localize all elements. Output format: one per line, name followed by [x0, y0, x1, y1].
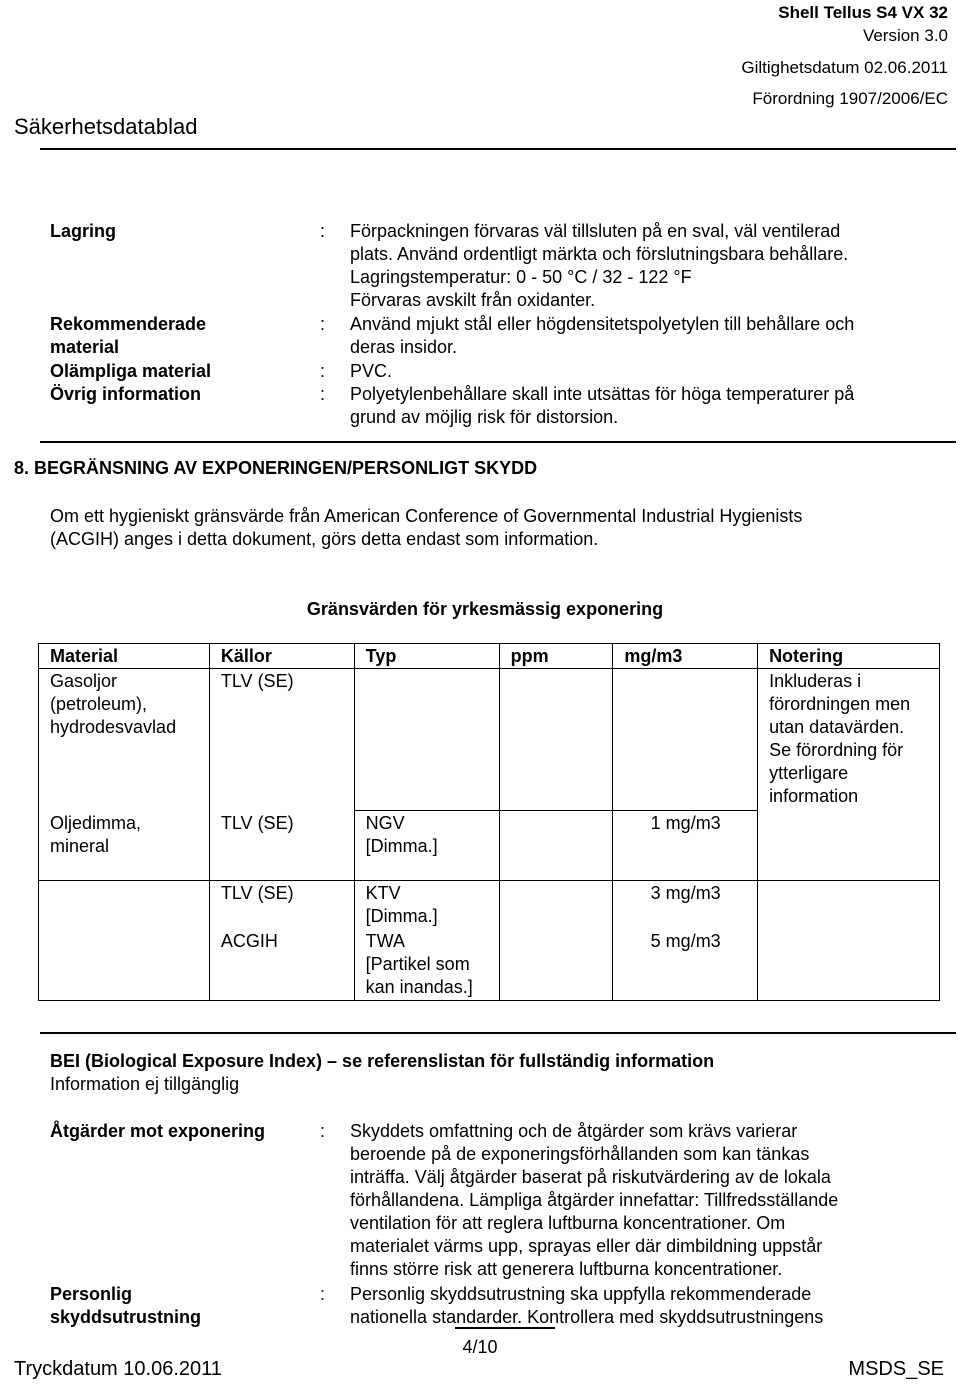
cell-line: 1 mg/m3 — [650, 813, 721, 833]
cell-material — [39, 669, 210, 811]
cell-line: [Dimma.] — [365, 906, 438, 926]
cell-mg — [613, 929, 758, 1001]
cell-line: hydrodesvavlad — [50, 717, 177, 737]
bei-heading: BEI (Biological Exposure Index) – se referenslistan för fullständig information — [50, 1051, 715, 1071]
cell-line: TLV (SE) — [220, 883, 294, 903]
column-header-type: Typ — [354, 644, 499, 669]
limits-table-title: Gränsvärden för yrkesmässig exponering — [306, 599, 664, 619]
product-name: Shell Tellus S4 VX 32 — [778, 3, 948, 22]
page-number: 4/10 — [462, 1337, 498, 1357]
lagring-label: Lagring — [50, 221, 116, 241]
cell-note — [758, 811, 940, 881]
cell-ppm — [499, 669, 613, 811]
cell-type — [354, 929, 499, 1001]
header-divider — [40, 148, 956, 150]
document-title: Säkerhetsdatablad — [14, 114, 198, 139]
text-line: deras insidor. — [350, 337, 458, 357]
cell-line: TLV (SE) — [220, 812, 294, 833]
text-line: Använd mjukt stål eller högdensitetspolyetylen till behållare och — [350, 314, 855, 334]
cell-line: Oljedimma, — [50, 812, 142, 833]
text-line: förhållandena. Lämpliga åtgärder innefattar: Tillfredsställande — [350, 1190, 839, 1210]
label-line: Rekommenderade — [50, 314, 207, 334]
text-line: (ACGIH) anges i detta dokument, görs detta endast som information. — [50, 529, 599, 549]
text-line: nationella standarder. Kontrollera med skyddsutrustningens — [350, 1307, 824, 1327]
cell-source — [209, 669, 354, 811]
cell-line: TWA — [365, 930, 405, 951]
column-header-note: Notering — [758, 644, 940, 669]
cell-line: (petroleum), — [50, 694, 148, 714]
colon: : — [320, 314, 326, 334]
section-divider — [40, 441, 956, 443]
colon: : — [320, 1121, 326, 1141]
ovrig-value — [350, 383, 940, 429]
regulation-label: Förordning 1907/2006/EC — [752, 89, 948, 108]
cell-line: utan datavärden. — [769, 717, 905, 737]
olampliga-value: PVC. — [350, 361, 393, 381]
text-line: beroende på de exponeringsförhållanden som kan tänkas — [350, 1144, 810, 1164]
table-row — [39, 881, 940, 929]
rekommenderade-label — [50, 313, 320, 359]
cell-mg — [613, 669, 758, 811]
cell-source — [209, 881, 354, 929]
table-row — [39, 811, 940, 881]
cell-line: [Partikel som — [365, 953, 470, 974]
version-label: Version 3.0 — [862, 26, 948, 45]
column-header-mg: mg/m3 — [613, 644, 758, 669]
atgarder-label: Åtgärder mot exponering — [50, 1121, 266, 1141]
table-header-row — [39, 644, 940, 669]
label-line: skyddsutrustning — [50, 1307, 202, 1327]
validity-date: Giltighetsdatum 02.06.2011 — [741, 58, 948, 77]
text-line: Förvaras avskilt från oxidanter. — [350, 290, 596, 310]
cell-mg — [613, 881, 758, 929]
text-line: Förpackningen förvaras väl tillsluten på en sval, väl ventilerad — [350, 221, 841, 241]
colon: : — [320, 361, 326, 381]
cell-line: KTV — [365, 883, 401, 903]
table-row — [39, 669, 940, 811]
cell-line: 3 mg/m3 — [650, 883, 721, 903]
section-8-intro — [50, 505, 802, 551]
cell-line: 5 mg/m3 — [650, 930, 721, 951]
column-header-material: Material — [39, 644, 210, 669]
label-line: material — [50, 337, 120, 357]
cell-note — [758, 881, 940, 1001]
cell-line: Gasoljor — [50, 671, 118, 691]
cell-ppm — [499, 881, 613, 1001]
cell-line: förordningen men — [769, 694, 911, 714]
text-line: materialet värms upp, sprayas eller där dimbildning uppstår — [350, 1236, 823, 1256]
section-8-heading: 8. BEGRÄNSNING AV EXPONERINGEN/PERSONLIGT SKYDD — [14, 458, 538, 478]
colon: : — [320, 384, 326, 404]
colon: : — [320, 221, 326, 241]
text-line: plats. Använd ordentligt märkta och förslutningsbara behållare. — [350, 244, 849, 264]
text-line: ventilation för att reglera luftburna koncentrationer. Om — [350, 1213, 786, 1233]
text-line: inträffa. Välj åtgärder baserat på riskutvärdering av de lokala — [350, 1167, 831, 1187]
cell-type — [354, 669, 499, 811]
column-header-source: Källor — [209, 644, 354, 669]
text-line: Polyetylenbehållare skall inte utsättas för höga temperaturer på — [350, 384, 855, 404]
text-line: finns större risk att generera luftburna koncentrationer. — [350, 1259, 783, 1279]
cell-mg — [613, 811, 758, 881]
ovrig-label: Övrig information — [50, 384, 202, 404]
cell-note — [758, 669, 940, 811]
personlig-value — [350, 1283, 940, 1329]
label-line: Personlig — [50, 1284, 133, 1304]
text-line: Om ett hygieniskt gränsvärde från American Conference of Governmental Industrial Hygienists — [50, 506, 803, 526]
column-header-ppm: ppm — [499, 644, 613, 669]
footer-divider — [455, 1327, 555, 1329]
cell-material — [39, 811, 210, 881]
olampliga-label: Olämpliga material — [50, 361, 212, 381]
cell-line: mineral — [50, 835, 110, 856]
cell-source — [209, 929, 354, 1001]
cell-line: ytterligare — [769, 763, 849, 783]
cell-material — [39, 881, 210, 1001]
cell-line: Inkluderas i — [769, 671, 862, 691]
cell-line: kan inandas.] — [365, 976, 473, 997]
cell-line: information — [769, 786, 859, 806]
cell-line: NGV — [365, 813, 405, 833]
cell-ppm — [499, 811, 613, 881]
exposure-limits-table — [38, 643, 940, 1001]
bei-text: Information ej tillgänglig — [50, 1074, 240, 1094]
cell-type — [354, 811, 499, 881]
cell-line: TLV (SE) — [220, 671, 294, 691]
text-line: Personlig skyddsutrustning ska uppfylla rekommenderade — [350, 1284, 812, 1304]
text-line: Skyddets omfattning och de åtgärder som krävs varierar — [350, 1121, 798, 1141]
cell-source — [209, 811, 354, 881]
text-line: Lagringstemperatur: 0 - 50 °C / 32 - 122 °F — [350, 267, 692, 287]
cell-type — [354, 881, 499, 929]
personlig-label — [50, 1283, 320, 1329]
cell-line: ACGIH — [220, 930, 278, 951]
colon: : — [320, 1284, 326, 1304]
rekommenderade-value — [350, 313, 940, 359]
section-divider — [40, 1032, 956, 1034]
cell-line: [Dimma.] — [365, 836, 438, 856]
print-date: Tryckdatum 10.06.2011 — [14, 1358, 222, 1380]
text-line: grund av möjlig risk för distorsion. — [350, 407, 619, 427]
atgarder-value — [350, 1120, 940, 1281]
lagring-value — [350, 220, 940, 312]
cell-line: Se förordning för — [769, 740, 904, 760]
msds-code: MSDS_SE — [848, 1358, 944, 1380]
